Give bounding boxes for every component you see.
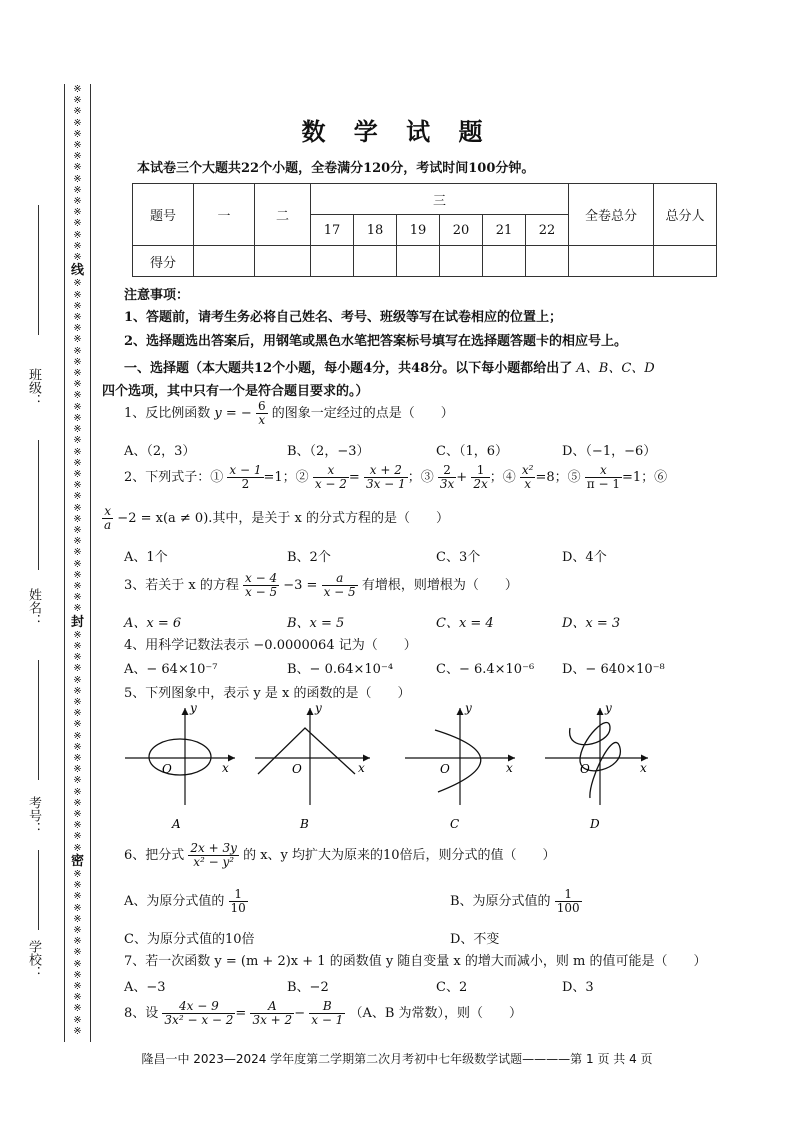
svg-text:y: y <box>190 701 197 715</box>
graph-b[interactable] <box>255 701 370 831</box>
q3-option-c[interactable]: C、x = 4 <box>436 616 494 631</box>
q3-option-b[interactable]: B、x = 5 <box>287 616 345 631</box>
star-glyph: ※ <box>73 663 81 675</box>
star-glyph: ※ <box>73 925 81 937</box>
margin-line-1 <box>38 205 39 335</box>
svg-text:B: B <box>300 817 309 831</box>
svg-text:A: A <box>172 817 181 831</box>
page-title: 数 学 试 题 <box>301 118 493 146</box>
star-glyph: ※ <box>73 969 81 981</box>
q7-option-b[interactable]: B、−2 <box>287 980 329 995</box>
q7-option-a[interactable]: A、−3 <box>124 980 166 995</box>
q4-option-b[interactable]: B、− 0.64×10⁻⁴ <box>287 662 394 677</box>
score-cell[interactable] <box>483 246 526 277</box>
question-3: 3、若关于 x 的方程 $\frac{x - 4}{x - 5}$ −3 = $\frac{a}{x - 5}$ 有增根，则增根为（ ） <box>124 571 518 599</box>
question-1 <box>124 400 454 427</box>
star-glyph: ※ <box>73 491 81 503</box>
star-glyph: ※ <box>73 786 81 798</box>
star-glyph: ※ <box>73 809 81 820</box>
svg-text:D: D <box>590 817 600 831</box>
q1-option-a[interactable]: A、（2，3） <box>124 444 196 459</box>
star-glyph: ※ <box>73 592 81 604</box>
score-table <box>132 183 717 277</box>
svg-text:O: O <box>440 762 450 776</box>
svg-text:y: y <box>605 701 612 715</box>
score-cell[interactable] <box>526 246 569 277</box>
star-glyph: ※ <box>73 880 81 892</box>
star-glyph: ※ <box>73 1025 81 1037</box>
score-table-header-label: 题号 <box>133 184 194 246</box>
score-cell[interactable] <box>354 246 397 277</box>
q1-pre: 1、反比例函数 <box>124 406 211 421</box>
exam-number-label: 考号： <box>26 796 41 835</box>
star-glyph: ※ <box>73 981 81 993</box>
score-cell[interactable] <box>654 246 717 277</box>
q2-option-d[interactable]: D、4个 <box>562 550 607 565</box>
star-glyph: ※ <box>73 547 81 559</box>
score-cell[interactable] <box>440 246 483 277</box>
star-glyph: ※ <box>73 842 81 854</box>
star-glyph: ※ <box>73 84 81 95</box>
star-glyph: ※ <box>73 992 81 1004</box>
svg-text:O: O <box>292 762 302 776</box>
star-glyph: ※ <box>73 603 81 615</box>
seal-border-left <box>64 84 65 1042</box>
star-glyph: ※ <box>73 741 81 753</box>
star-glyph: ※ <box>73 446 81 458</box>
star-glyph: ※ <box>73 289 81 301</box>
score-cell[interactable] <box>569 246 654 277</box>
star-glyph: ※ <box>73 936 81 948</box>
seal-star-column <box>66 84 88 1042</box>
star-glyph: ※ <box>73 708 81 720</box>
star-glyph: ※ <box>73 106 81 118</box>
q4-option-c[interactable]: C、− 6.4×10⁻⁶ <box>436 662 535 677</box>
star-glyph: ※ <box>73 334 81 346</box>
svg-text:C: C <box>450 817 460 831</box>
star-glyph: ※ <box>73 229 81 241</box>
question-8: 8、设 $\frac{4x - 9}{\text{3x² − x − 2}}$ = $\frac{A}{3x + 2}$ − $\frac{B}{x - 1}$ （A、B 为常数），则（ ） <box>124 999 523 1027</box>
score-table-col-3: 三 <box>311 184 569 215</box>
star-glyph: ※ <box>73 1014 81 1026</box>
section-1-line1: 一、选择题（本大题共12个小题，每小题4分，共48分。以下每小题都给出了 <box>124 361 573 376</box>
star-glyph: ※ <box>73 162 81 174</box>
star-glyph: ※ <box>73 524 81 536</box>
star-glyph: ※ <box>73 151 81 163</box>
star-glyph: ※ <box>73 629 81 641</box>
score-table-sub: 22 <box>526 215 569 246</box>
star-glyph: ※ <box>73 173 81 185</box>
score-table-col-2: 二 <box>255 184 311 246</box>
name-label: 姓名： <box>26 588 41 627</box>
score-table-total: 全卷总分 <box>569 184 654 246</box>
score-table-sub: 21 <box>483 215 526 246</box>
star-glyph: ※ <box>73 764 81 776</box>
star-glyph: ※ <box>73 569 81 581</box>
star-glyph: ※ <box>73 117 81 129</box>
q2-option-a[interactable]: A、1个 <box>124 550 168 565</box>
star-glyph: ※ <box>73 902 81 914</box>
margin-line-2 <box>38 440 39 570</box>
graph-a[interactable] <box>125 701 235 831</box>
question-7: 7、若一次函数 y = (m + 2)x + 1 的函数值 y 随自变量 x 的增大而减小，则 m 的值可能是（ ） <box>124 954 707 969</box>
star-glyph: ※ <box>73 831 81 843</box>
star-glyph: ※ <box>73 457 81 469</box>
star-glyph: ※ <box>73 640 81 652</box>
section-1-options: A、B、C、D <box>576 361 655 376</box>
notice-item-2: 2、选择题选出答案后，用钢笔或黑色水笔把答案标号填写在选择题答题卡的相应号上。 <box>124 334 628 349</box>
star-glyph: ※ <box>73 323 81 335</box>
q1-fraction: $\frac{6}{x}$ <box>257 399 266 427</box>
star-glyph: ※ <box>73 536 81 548</box>
q1-option-c[interactable]: C、（1，6） <box>436 444 508 459</box>
score-table-col-1: 一 <box>194 184 255 246</box>
star-glyph: ※ <box>73 820 81 832</box>
svg-text:x: x <box>358 761 365 775</box>
seal-word: 密 <box>70 853 83 869</box>
score-cell[interactable] <box>255 246 311 277</box>
star-glyph: ※ <box>73 913 81 925</box>
star-glyph: ※ <box>73 300 81 312</box>
q7-option-d[interactable]: D、3 <box>562 980 594 995</box>
q3-option-d[interactable]: D、x = 3 <box>562 616 621 631</box>
star-glyph: ※ <box>73 891 81 903</box>
page-footer: 隆昌一中 2023—2024 学年度第二学期第二次月考初中七年级数学试题————第 1 页 共 4 页 <box>141 1052 653 1066</box>
star-glyph: ※ <box>73 95 81 107</box>
q7-option-c[interactable]: C、2 <box>436 980 468 995</box>
notice-heading: 注意事项： <box>124 288 190 303</box>
star-glyph: ※ <box>73 674 81 686</box>
star-glyph: ※ <box>73 869 81 881</box>
score-table-sub: 17 <box>311 215 354 246</box>
notice-item-1: 1、答题前，请考生务必将自己姓名、考号、班级等写在试卷相应的位置上； <box>124 310 563 325</box>
question-2-cont: $\frac{x}{a}$ −2 = x(a ≠ 0).其中，是关于 x 的分式方程的是（ ） <box>104 504 450 532</box>
q6-option-b[interactable]: B、为原分式值的 $\frac{1}{100}$ <box>450 887 580 915</box>
star-glyph: ※ <box>73 345 81 357</box>
star-glyph: ※ <box>73 128 81 140</box>
q2-option-b[interactable]: B、2个 <box>287 550 331 565</box>
question-2: 2、下列式子：① $\frac{x - 1}{2}$ =1；② $\frac{x}{x - 2}$ = $\frac{x + 2}{3x - 1}$ ；③ $\frac{2}{3x}$ + $\frac{1}{2x}$ ；④ $\frac{\text{x²}}{x}$ =8；⑤ $\frac{x}{\pi - 1}$ =1；⑥ <box>124 463 668 491</box>
star-glyph: ※ <box>73 558 81 570</box>
star-glyph: ※ <box>73 502 81 514</box>
star-glyph: ※ <box>73 958 81 970</box>
q1-lhs: y = − <box>214 406 252 421</box>
star-glyph: ※ <box>73 184 81 196</box>
q3-option-a[interactable]: A、x = 6 <box>124 616 182 631</box>
star-glyph: ※ <box>73 356 81 368</box>
graph-d[interactable] <box>545 701 648 831</box>
star-glyph: ※ <box>73 947 81 959</box>
q1-post: 的图象一定经过的点是（ ） <box>271 406 454 421</box>
score-cell[interactable] <box>397 246 440 277</box>
star-glyph: ※ <box>73 652 81 664</box>
q1-option-d[interactable]: D、（−1，−6） <box>562 444 657 459</box>
star-glyph: ※ <box>73 513 81 525</box>
score-table-sub: 18 <box>354 215 397 246</box>
star-glyph: ※ <box>73 435 81 447</box>
seal-border-right <box>90 84 91 1042</box>
star-glyph: ※ <box>73 207 81 219</box>
score-table-sub: 19 <box>397 215 440 246</box>
star-glyph: ※ <box>73 719 81 731</box>
star-glyph: ※ <box>73 797 81 809</box>
q6-option-d[interactable]: D、不变 <box>450 932 500 947</box>
q6-option-a[interactable]: A、为原分式值的 $\frac{1}{10}$ <box>124 887 246 915</box>
star-glyph: ※ <box>73 252 81 264</box>
svg-text:x: x <box>506 761 513 775</box>
star-glyph: ※ <box>73 379 81 391</box>
star-glyph: ※ <box>73 424 81 436</box>
question-4: 4、用科学记数法表示 −0.0000064 记为（ ） <box>124 638 417 653</box>
q6-option-c[interactable]: C、为原分式值的10倍 <box>124 932 255 947</box>
margin-line-4 <box>38 850 39 930</box>
star-glyph: ※ <box>73 752 81 764</box>
star-glyph: ※ <box>73 480 81 492</box>
star-glyph: ※ <box>73 730 81 742</box>
star-glyph: ※ <box>73 468 81 480</box>
star-glyph: ※ <box>73 240 81 252</box>
star-glyph: ※ <box>73 368 81 380</box>
svg-text:y: y <box>465 701 472 715</box>
intro-text: 本试卷三个大题共22个小题，全卷满分120分，考试时间100分钟。 <box>137 161 535 176</box>
q2-option-c[interactable]: C、3个 <box>436 550 481 565</box>
section-1-line2: 四个选项，其中只有一个是符合题目要求的。） <box>102 384 369 399</box>
class-label: 班级： <box>26 368 41 407</box>
q5-graphs <box>110 700 670 835</box>
score-cell[interactable] <box>194 246 255 277</box>
svg-text:x: x <box>222 761 229 775</box>
graph-c[interactable] <box>405 701 515 831</box>
svg-text:x: x <box>640 761 647 775</box>
star-glyph: ※ <box>73 412 81 424</box>
star-glyph: ※ <box>73 580 81 592</box>
score-table-sub: 20 <box>440 215 483 246</box>
seal-word: 封 <box>70 614 83 630</box>
section-1-header <box>124 357 655 376</box>
svg-text:O: O <box>580 762 590 776</box>
question-5: 5、下列图象中，表示 y 是 x 的函数的是（ ） <box>124 686 411 701</box>
star-glyph: ※ <box>73 390 81 402</box>
star-glyph: ※ <box>73 218 81 230</box>
star-glyph: ※ <box>73 140 81 152</box>
star-glyph: ※ <box>73 278 81 290</box>
star-glyph: ※ <box>73 401 81 413</box>
score-row-label: 得分 <box>133 246 194 277</box>
school-label: 学校： <box>26 940 41 979</box>
q4-option-a[interactable]: A、− 64×10⁻⁷ <box>124 662 218 677</box>
star-glyph: ※ <box>73 1003 81 1015</box>
seal-word: 线 <box>70 263 83 279</box>
star-glyph: ※ <box>73 685 81 697</box>
score-cell[interactable] <box>311 246 354 277</box>
star-glyph: ※ <box>73 312 81 324</box>
svg-text:y: y <box>315 701 322 715</box>
question-6: 6、把分式 $\frac{2x + 3y}{\text{x² − y²}}$ 的 x、y 均扩大为原来的10倍后，则分式的值（ ） <box>124 841 556 869</box>
margin-line-3 <box>38 660 39 780</box>
svg-text:O: O <box>162 762 172 776</box>
q4-option-d[interactable]: D、− 640×10⁻⁸ <box>562 662 665 677</box>
score-table-grader: 总分人 <box>654 184 717 246</box>
q1-option-b[interactable]: B、（2，−3） <box>287 444 370 459</box>
star-glyph: ※ <box>73 196 81 208</box>
star-glyph: ※ <box>73 696 81 708</box>
star-glyph: ※ <box>73 775 81 787</box>
